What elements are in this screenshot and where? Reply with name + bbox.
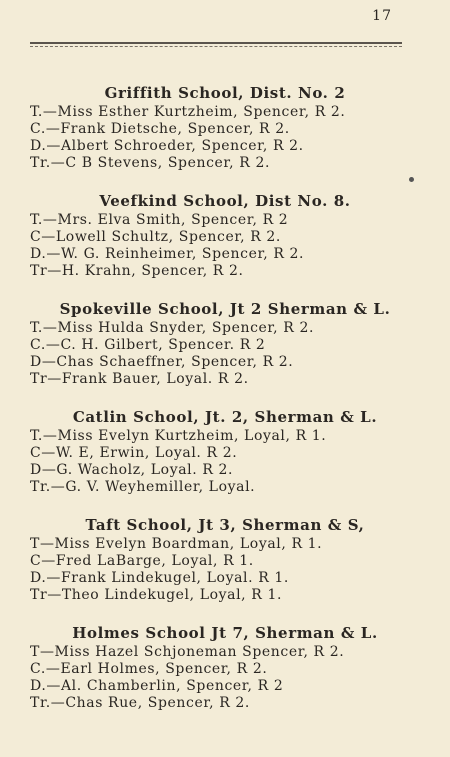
teacher-entry: T.—Miss Esther Kurtzheim, Spencer, R 2. <box>30 104 346 120</box>
school-section <box>30 300 420 388</box>
teacher-entry: T—Miss Hazel Schjoneman Spencer, R 2. <box>30 644 345 660</box>
header-rule <box>30 42 402 44</box>
director-entry: D.—W. G. Reinheimer, Spencer, R 2. <box>30 246 305 262</box>
school-title: Veefkind School, Dist No. 8. <box>99 192 351 210</box>
school-section <box>30 408 420 496</box>
school-section <box>30 516 420 604</box>
school-directory <box>30 84 420 732</box>
treasurer-entry: Tr.—C B Stevens, Spencer, R 2. <box>30 155 271 171</box>
clerk-entry: C—Lowell Schultz, Spencer, R 2. <box>30 229 281 245</box>
school-title: Griffith School, Dist. No. 2 <box>104 84 346 102</box>
director-entry: D.—Al. Chamberlin, Spencer, R 2 <box>30 678 284 694</box>
treasurer-entry: Tr.—G. V. Weyhemiller, Loyal. <box>30 479 256 495</box>
teacher-entry: T.—Miss Evelyn Kurtzheim, Loyal, R 1. <box>30 428 327 444</box>
school-section <box>30 84 420 172</box>
teacher-entry: T—Miss Evelyn Boardman, Loyal, R 1. <box>30 536 323 552</box>
director-entry: D—Chas Schaeffner, Spencer, R 2. <box>30 354 294 370</box>
clerk-entry: C—W. E, Erwin, Loyal. R 2. <box>30 445 238 461</box>
page-number: 17 <box>372 8 392 24</box>
school-title: Catlin School, Jt. 2, Sherman & L. <box>72 408 378 426</box>
clerk-entry: C.—C. H. Gilbert, Spencer. R 2 <box>30 337 266 353</box>
clerk-entry: C.—Frank Dietsche, Spencer, R 2. <box>30 121 290 137</box>
school-title: Spokeville School, Jt 2 Sherman & L. <box>59 300 391 318</box>
treasurer-entry: Tr—Theo Lindekugel, Loyal, R 1. <box>30 587 283 603</box>
school-section <box>30 192 420 280</box>
treasurer-entry: Tr.—Chas Rue, Spencer, R 2. <box>30 695 250 711</box>
treasurer-entry: Tr—H. Krahn, Spencer, R 2. <box>30 263 244 279</box>
school-section <box>30 624 420 712</box>
director-entry: D—G. Wacholz, Loyal. R 2. <box>30 462 234 478</box>
director-entry: D.—Albert Schroeder, Spencer, R 2. <box>30 138 304 154</box>
clerk-entry: C—Fred LaBarge, Loyal, R 1. <box>30 553 254 569</box>
clerk-entry: C.—Earl Holmes, Spencer, R 2. <box>30 661 268 677</box>
teacher-entry: T.—Miss Hulda Snyder, Spencer, R 2. <box>30 320 315 336</box>
teacher-entry: T.—Mrs. Elva Smith, Spencer, R 2 <box>30 212 289 228</box>
director-entry: D.—Frank Lindekugel, Loyal. R 1. <box>30 570 289 586</box>
school-title: Taft School, Jt 3, Sherman & S, <box>85 516 365 534</box>
treasurer-entry: Tr—Frank Bauer, Loyal. R 2. <box>30 371 249 387</box>
school-title: Holmes School Jt 7, Sherman & L. <box>72 624 378 642</box>
